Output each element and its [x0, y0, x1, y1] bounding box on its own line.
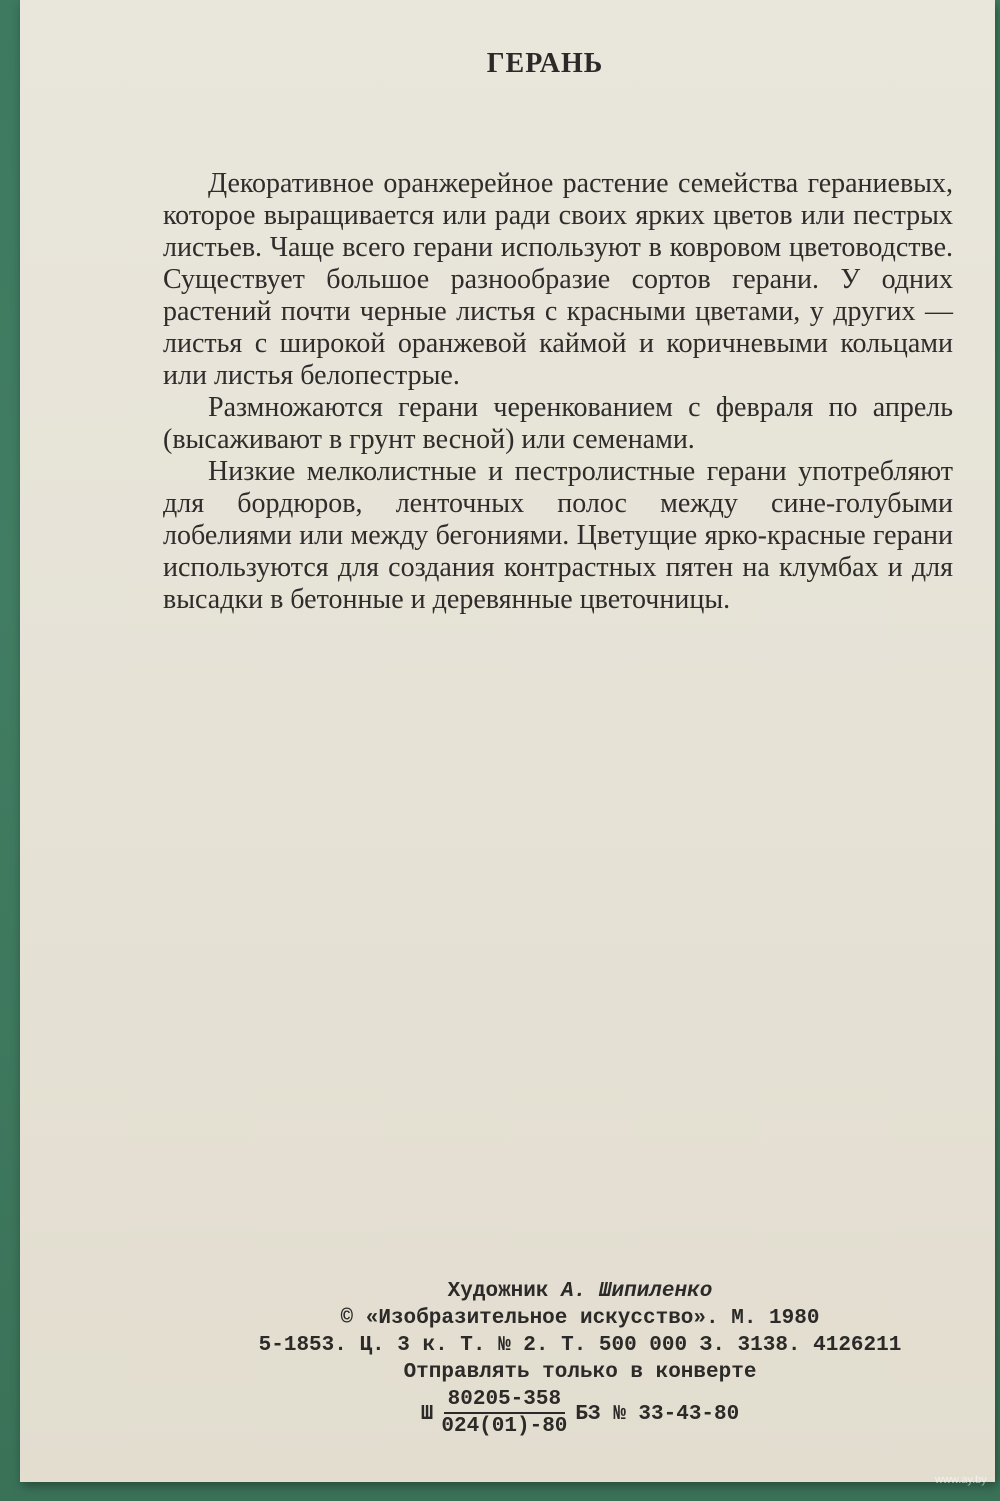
- description-text: [163, 168, 953, 616]
- index-fraction: [437, 1388, 571, 1440]
- paragraph: Размножаются герани черенкованием с февраля по апрель (высаживают в грунт весной) или семенами.: [163, 392, 953, 455]
- watermark: www.ay.by: [935, 1474, 987, 1486]
- artist-label: Художник: [447, 1280, 549, 1303]
- bz-number: БЗ № 33-43-80: [575, 1402, 740, 1426]
- artist-name: А. Шипиленко: [561, 1280, 713, 1303]
- index-numerator: 80205-358: [444, 1388, 565, 1414]
- paragraph: Низкие мелколистные и пестролистные герани употребляют для бордюров, ленточных полос между сине-голубыми лобелиями или между бегониями. Цветущие ярко-красные герани используются для создания контрастных пятен на клумбах и для высадки в бетонные и деревянные цветочницы.: [163, 456, 953, 615]
- imprint-block: [210, 1278, 950, 1440]
- index-denominator: 024(01)-80: [441, 1415, 568, 1438]
- catalog-index: [210, 1388, 950, 1440]
- page-title: ГЕРАНЬ: [486, 48, 604, 79]
- mailing-note: Отправлять только в конверте: [403, 1361, 757, 1384]
- copyright-line: © «Изобразительное искусство». М. 1980: [340, 1307, 820, 1330]
- artist-credit: [210, 1278, 950, 1305]
- print-info-line: 5-1853. Ц. 3 к. Т. № 2. Т. 500 000 З. 3138. 4126211: [258, 1334, 902, 1357]
- index-prefix: Ш: [420, 1402, 434, 1426]
- paragraph: Декоративное оранжерейное растение семейства гераниевых, которое выращивается или ради своих ярких цветов или пестрых листьев. Чаще всего герани используют в ковровом цветоводстве. Существует большое разнообразие сортов герани. У одних растений почти черные листья с красными цветами, у других — листья с широкой оранжевой каймой и коричневыми кольцами или листья белопестрые.: [163, 168, 953, 391]
